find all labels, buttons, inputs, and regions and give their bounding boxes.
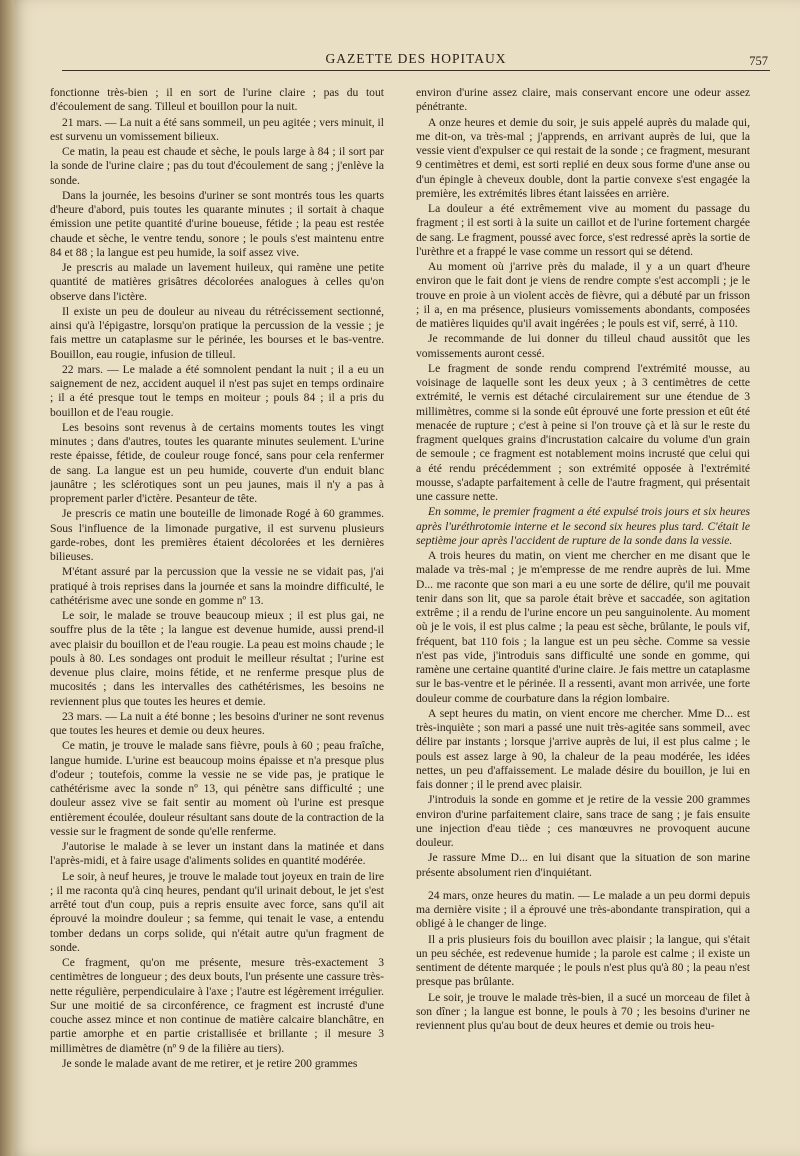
paragraph: La douleur a été extrêmement vive au moment du passage du fragment ; il est sorti à la suite un caillot et de l'urine fortement chargée de sang. Le fragment, poussé avec force, s'est redressé après la sortie de l'urèthre et a frappé le vase comme un ressort qui se détend.: [416, 202, 750, 258]
paragraph: J'introduis la sonde en gomme et je retire de la vessie 200 grammes environ d'urine parfaitement claire, sans trace de sang ; je fais ensuite une injection d'eau tiède ; ces manœuvres ne provoquent aucune douleur.: [416, 793, 750, 849]
paragraph: J'autorise le malade à se lever un instant dans la matinée et dans l'après-midi, et à faire usage d'aliments solides en quantité modérée.: [50, 840, 384, 868]
paragraph: Au moment où j'arrive près du malade, il y a un quart d'heure environ que le fait dont je viens de rendre compte s'est accompli ; je le trouve en proie à un violent accès de fièvre, qui a débuté par un frisson ; il a, en ma présence, plusieurs vomissements abondants, composées de matières liquides qu'il avait ingérées ; le pouls est vif, serré, à 110.: [416, 260, 750, 330]
paragraph-italic-summary: En somme, le premier fragment a été expulsé trois jours et six heures après l'uréthrotomie interne et le second six heures plus tard. C'était le septième jour après l'accident de rupture de la sonde dans la vessie.: [416, 505, 750, 547]
binding-gutter: [0, 0, 14, 1156]
paragraph: Je sonde le malade avant de me retirer, et je retire 200 grammes: [62, 1056, 358, 1070]
page-number: 757: [749, 54, 768, 68]
paragraph: Le soir, je trouve le malade très-bien, il a sucé un morceau de filet à son dîner ; la langue est bonne, le pouls à 70 ; les besoins d'uriner ne reviennent plus qu'au bout de deux heures et demie ou trois heu-: [416, 990, 750, 1032]
right-column: [416, 86, 750, 1146]
paragraph: Dans la journée, les besoins d'uriner se sont montrés tous les quarts d'heure d'abord, puis toutes les quarante minutes ; il sortait à chaque émission une petite quantité d'urine boueuse, fétide ; la peau est restée chaude et sèche, le ventre tendu, sonore ; le pouls s'est maintenu entre 84 et 88 ; la langue est peu humide, la soif assez vive.: [50, 188, 384, 259]
paragraph: Je prescris ce matin une bouteille de limonade Rogé à 60 grammes. Sous l'influence de la limonade purgative, il est survenu plusieurs garde-robes, dont les premières étaient décolorées et les dernières bilieuses.: [50, 507, 384, 563]
paragraph: Le fragment de sonde rendu comprend l'extrémité mousse, au voisinage de laquelle sont les deux yeux ; à 3 centimètres de cette extrémité, le vernis est détaché circulairement sur une étendue de 3 millimètres, comme si la sonde eût éprouvé une forte pression et eût été menacée de rupture ; c'est à peine si l'on trouve çà et là sur le reste du fragment quelques grains d'incrustation calcaire du volume d'un grain de semoule ; ce fragment est notablement moins incrusté que celui qui a été rendu précédemment ; son extrémité opposée à l'extrémité mousse, s'adapte parfaitement à celle de l'autre fragment, qui présentait une cassure nette.: [416, 361, 750, 503]
paragraph: Le soir, le malade se trouve beaucoup mieux ; il est plus gai, ne souffre plus de la tête ; la langue est devenue humide, aussi prend-il avec plaisir du bouillon et de l'eau rougie. La peau est moins chaude ; le pouls à 80. Les sondages ont produit le meilleur résultat ; l'urine est devenue plus claire, moins fétide, et ne renferme presque plus de mucosités ; dans les intervalles des cathétérismes, les besoins ne reviennent plus que toutes les heures et demie.: [50, 609, 384, 708]
paragraph: 21 mars. — La nuit a été sans sommeil, un peu agitée ; vers minuit, il est survenu un vomissement bilieux.: [50, 115, 384, 143]
paragraph: Je prescris au malade un lavement huileux, qui ramène une petite quantité de matières grisâtres décolorées analogues à celles qu'on observe dans l'ictère.: [50, 261, 384, 303]
paragraph: 23 mars. — La nuit a été bonne ; les besoins d'uriner ne sont revenus que toutes les heures et demie ou deux heures.: [50, 709, 384, 737]
paragraph: 24 mars, onze heures du matin. — Le malade a un peu dormi depuis ma dernière visite ; il a éprouvé une très-abondante transpiration, qui a obligé à le changer de linge.: [416, 888, 750, 931]
paragraph: Je recommande de lui donner du tilleul chaud aussitôt que les vomissements auront cessé.: [416, 332, 750, 360]
paragraph: Il a pris plusieurs fois du bouillon avec plaisir ; la langue, qui s'était un peu séchée, est redevenue humide ; la parole est calme ; il existe un sentiment de détente marquée ; le pouls n'est plus qu'à 80 ; la peau n'est presque pas brûlante.: [416, 932, 750, 989]
paragraph: A trois heures du matin, on vient me chercher en me disant que le malade va très-mal ; je m'empresse de me rendre auprès de lui. Mme D... me raconte que son mari a eu une sorte de délire, qu'il me pouvait tenir dans son lit, que sa parole était brève et saccadée, son agitation extrême ; il a rendu de l'urine encore un peu sanguinolente. Au moment où je le vois, il est plus calme ; la peau est sèche, brûlante, le pouls vif, fréquent, bat 110 fois ; la langue est un peu sèche. Comme sa vessie n'est pas vide, j'introduis sans difficulté une sonde en gomme, qui ramène une certaine quantité d'urine claire. Je fais mettre un cataplasme sur le bas-ventre et le périnée. Il a ressenti, avant mon arrivée, une forte douleur comme de courbature dans la région lombaire.: [416, 549, 750, 705]
paragraph: fonctionne très-bien ; il en sort de l'urine claire ; pas du tout d'écoulement de sang. Tilleul et bouillon pour la nuit.: [50, 86, 384, 114]
paragraph: Les besoins sont revenus à de certains moments toutes les vingt minutes ; dans d'autres, toutes les quarante minutes seulement. L'urine reste épaisse, fétide, de couleur rouge foncé, sans pour cela renfermer de sang. La langue est un peu humide, couverte d'un enduit blanc jaunâtre ; les sclérotiques sont un peu jaunes, mais il n'y a pas à proprement parler d'ictère. Pesanteur de tête.: [50, 420, 384, 505]
journal-title: GAZETTE DES HOPITAUX: [325, 51, 507, 66]
paragraph: Ce fragment, qu'on me présente, mesure très-exactement 3 centimètres de longueur ; des deux bouts, l'un présente une cassure très-nette régulière, perpendiculaire à l'axe ; l'autre est légèrement irrégulier. Sur une moitié de sa circonférence, ce fragment est incrusté d'une couche assez mince et non continue de matière calcaire blanchâtre, en partie amorphe et en partie cristallisée et brillante ; il mesure 3 millimètres de diamètre (nº 9 de la filière au tiers).: [50, 956, 384, 1055]
paragraph: Le soir, à neuf heures, je trouve le malade tout joyeux en train de lire ; il me raconta qu'à cinq heures, pendant qu'il urinait debout, le jet s'est arrêté tout d'un coup, puis a repris ensuite avec force, sans qu'il ait éprouvé la moindre douleur ; sa femme, qui tenait le vase, a entendu tomber dedans un corps solide, qui n'était autre qu'un fragment de sonde.: [50, 869, 384, 954]
paragraph: Ce matin, la peau est chaude et sèche, le pouls large à 84 ; il sort par la sonde de l'urine claire ; pas du tout d'écoulement de sang ; j'enlève la sonde.: [50, 145, 384, 187]
paragraph: A sept heures du matin, on vient encore me chercher. Mme D... est très-inquiète ; son mari a passé une nuit très-agitée sans sommeil, avec délire par instants ; lorsque j'arrive auprès de lui, il est plus calme ; le pouls est assez large à 90, la chaleur de la peau modérée, les idées nettes, un peu d'affaissement. Le malade désire du bouillon, je lui en fais donner ; il le prend avec plaisir.: [416, 706, 750, 791]
paragraph: M'étant assuré par la percussion que la vessie ne se vidait pas, j'ai pratiqué à trois reprises dans la journée et sans la moindre difficulté, le cathétérisme avec une sonde en gomme nº 13.: [50, 565, 384, 607]
paragraph: Ce matin, je trouve le malade sans fièvre, pouls à 60 ; peau fraîche, langue humide. L'urine est beaucoup moins épaisse et n'a presque plus d'odeur ; toutefois, comme la vessie ne se vide pas, je pratique le cathétérisme avec la sonde nº 13, qui pénètre sans difficulté ; une douleur assez vive se fait sentir au moment où l'urine est presque entièrement écoulée, douleur résultant sans doute de la contraction de la vessie sur le fragment de sonde qu'elle renferme.: [50, 739, 384, 838]
paragraph: Je rassure Mme D... en lui disant que la situation de son marine présente absolument rien d'inquiétant.: [416, 851, 750, 879]
left-column: [50, 86, 384, 1146]
paragraph: Il existe un peu de douleur au niveau du rétrécissement sectionné, ainsi qu'à l'épigastre, lorsqu'on pratique la percussion de la vessie ; je fais mettre un cataplasme sur le périnée, les bourses et le bas-ventre. Bouillon, eau rougie, infusion de tilleul.: [50, 304, 384, 361]
paragraph: A onze heures et demie du soir, je suis appelé auprès du malade qui, me dit-on, va très-mal ; j'apprends, en arrivant auprès de lui, que la vessie vient d'expulser ce qui restait de la sonde ; ce fragment, mesurant 9 centimètres et demi, est sorti replié en deux sous forme d'une anse ou d'un épingle à cheveux double, dont la partie convexe s'est engagée la première, les extrémités libres étant laissées en arrière.: [416, 115, 750, 200]
running-header: [62, 48, 770, 71]
paragraph: 22 mars. — Le malade a été somnolent pendant la nuit ; il a eu un saignement de nez, accident auquel il n'est pas sujet en temps ordinaire ; il a été presque tout le temps en moiteur ; pouls 84 ; il a pris du bouillon et de l'eau rougie.: [50, 362, 384, 419]
paragraph: environ d'urine assez claire, mais conservant encore une odeur assez pénétrante.: [416, 86, 750, 114]
